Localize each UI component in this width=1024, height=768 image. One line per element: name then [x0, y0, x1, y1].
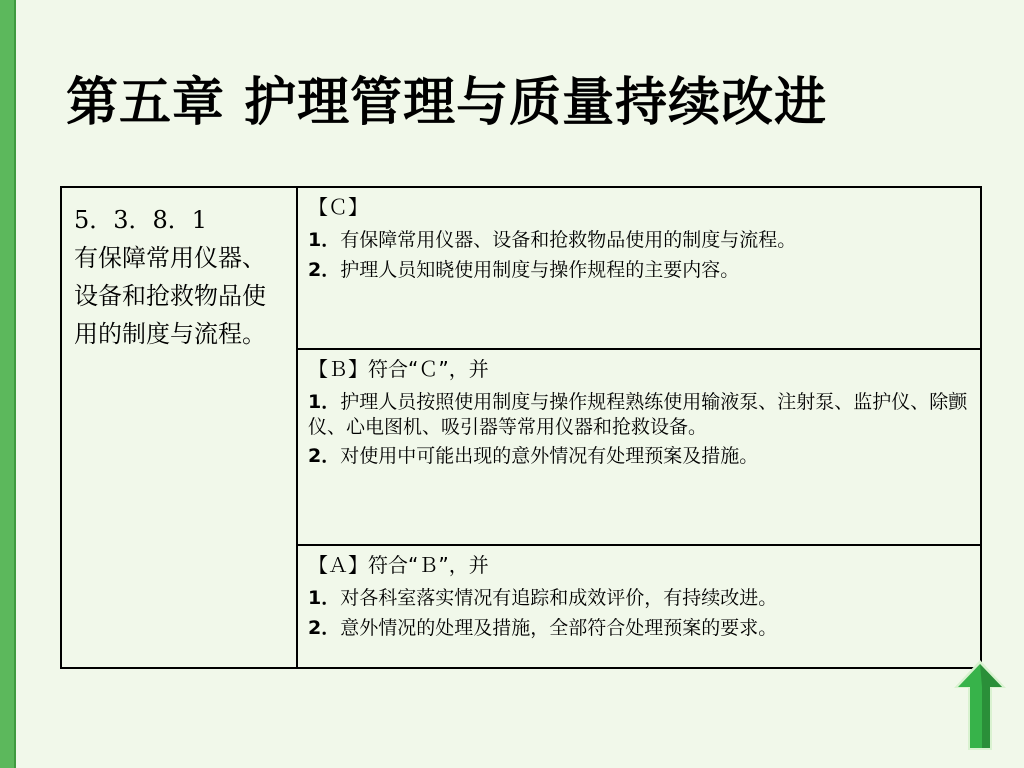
grade-b-item-2	[308, 444, 978, 469]
grade-a-heading: 【Ａ】符合“Ｂ”，并	[308, 553, 489, 577]
left-accent-bar	[0, 0, 14, 768]
up-arrow-icon[interactable]	[952, 658, 1008, 752]
grade-a-item-1	[308, 586, 978, 611]
item-text: 对使用中可能出现的意外情况有处理预案及措施。	[340, 445, 759, 468]
standard-code: 5．3．8．1	[74, 206, 208, 234]
grade-c-item-1	[308, 228, 978, 253]
grade-a-item-2	[308, 616, 978, 641]
item-text: 护理人员按照使用制度与操作规程熟练使用输液泵、注射泵、监护仪、除颤 仪、心电图机、吸引器等常用仪器和抢救设备。	[308, 391, 968, 438]
item-number: 1．	[308, 391, 341, 413]
item-text: 护理人员知晓使用制度与操作规程的主要内容。	[340, 258, 740, 281]
item-number: 2．	[308, 445, 341, 468]
item-number: 2．	[308, 258, 341, 281]
grade-b-item-1	[308, 390, 978, 439]
item-number: 1．	[308, 587, 341, 609]
item-text: 有保障常用仪器、设备和抢救物品使用的制度与流程。	[340, 229, 797, 251]
grade-b-cell	[297, 349, 981, 545]
item-text: 意外情况的处理及措施，全部符合处理预案的要求。	[340, 616, 778, 639]
grade-c-cell	[297, 187, 981, 349]
grade-c-heading: 【Ｃ】	[308, 195, 368, 219]
item-number: 1．	[308, 229, 341, 251]
item-text: 对各科室落实情况有追踪和成效评价，有持续改进。	[340, 587, 778, 609]
left-accent-line	[14, 0, 16, 768]
slide-title: 第五章 护理管理与质量持续改进	[66, 72, 828, 133]
table-row	[61, 187, 981, 349]
grade-c-item-2	[308, 258, 978, 283]
standard-text: 有保障常用仪器、设备和抢救物品使用的制度与流程。	[74, 243, 266, 348]
standard-table	[60, 186, 982, 669]
grade-b-heading: 【Ｂ】符合“Ｃ”，并	[308, 357, 489, 381]
standard-cell	[61, 187, 297, 668]
item-number: 2．	[308, 616, 341, 639]
grade-a-cell	[297, 545, 981, 668]
